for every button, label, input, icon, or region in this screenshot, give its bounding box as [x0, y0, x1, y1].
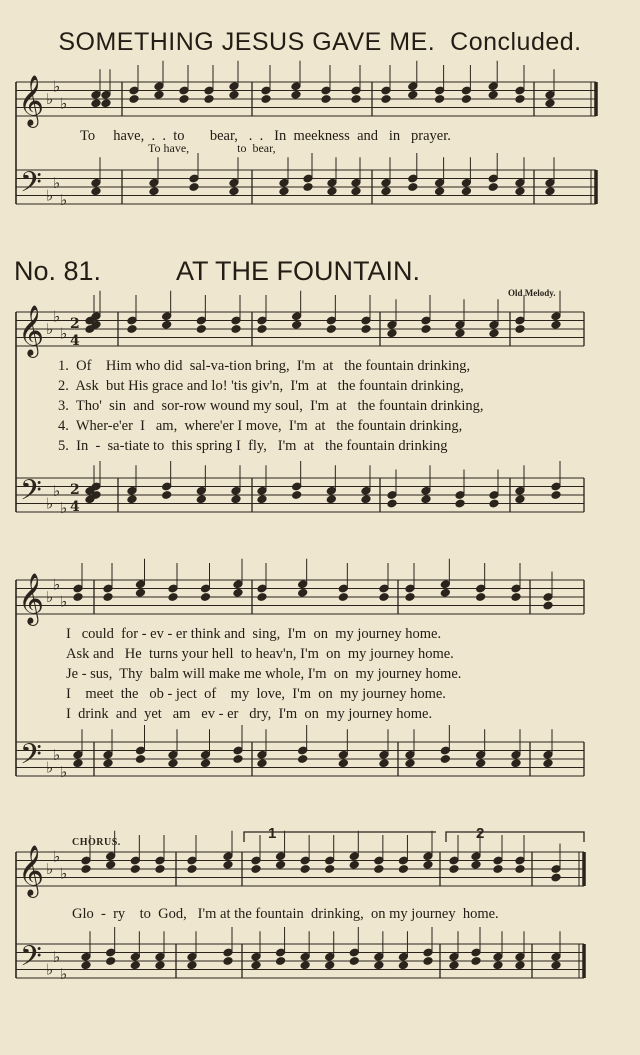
- note-head: [515, 325, 525, 334]
- note-head: [449, 865, 459, 874]
- note-head: [168, 593, 178, 602]
- note-head: [551, 873, 561, 882]
- note-head: [398, 865, 408, 874]
- note-head: [101, 99, 111, 108]
- note-head: [298, 755, 308, 764]
- note-head: [200, 593, 210, 602]
- top-title-suffix: Concluded.: [450, 28, 582, 56]
- time-signature: 4: [70, 499, 80, 515]
- flat-icon: ♭: [53, 77, 61, 96]
- note-head: [149, 187, 159, 196]
- bass-clef-icon: 𝄢: [20, 166, 42, 206]
- verse-line: 3. Tho' sin and sor-row wound my soul, I'm at the fountain drinking,: [58, 398, 484, 414]
- note-head: [251, 961, 261, 970]
- note-head: [200, 759, 210, 768]
- note-head: [303, 183, 313, 192]
- note-head: [91, 187, 101, 196]
- note-head: [326, 495, 336, 504]
- note-head: [515, 187, 525, 196]
- note-head: [291, 90, 301, 99]
- flat-icon: ♭: [46, 588, 54, 606]
- note-head: [435, 187, 445, 196]
- verse-line: I could for - ev - er think and sing, I'm on my journey home.: [66, 626, 442, 642]
- treble-clef-icon: 𝄞: [18, 75, 45, 126]
- verse-line: I meet the ob - ject of my love, I'm on my journey home.: [66, 686, 446, 702]
- verse-line: 5. In - sa-tiate to this spring I fly, I'm at the fountain drinking: [58, 438, 448, 454]
- note-head: [351, 187, 361, 196]
- note-head: [257, 325, 267, 334]
- note-head: [231, 495, 241, 504]
- note-head: [229, 90, 239, 99]
- flat-icon: ♭: [60, 190, 68, 209]
- flat-icon: ♭: [60, 324, 68, 343]
- note-head: [461, 95, 471, 104]
- note-head: [292, 491, 302, 500]
- flat-icon: ♭: [53, 745, 61, 764]
- flat-icon: ♭: [46, 90, 54, 108]
- note-head: [421, 495, 431, 504]
- note-head: [543, 759, 553, 768]
- note-head: [435, 95, 445, 104]
- note-head: [257, 495, 267, 504]
- note-head: [543, 601, 553, 610]
- verse-line: 1. Of Him who did sal-va-tion bring, I'm at the fountain drinking,: [58, 358, 471, 374]
- note-head: [379, 759, 389, 768]
- verse-line: Je - sus, Thy balm will make me whole, I'm on my journey home.: [66, 666, 462, 682]
- note-head: [196, 495, 206, 504]
- note-head: [155, 961, 165, 970]
- note-head: [405, 593, 415, 602]
- note-head: [73, 759, 83, 768]
- flat-icon: ♭: [53, 947, 61, 966]
- flat-icon: ♭: [53, 173, 61, 192]
- note-head: [223, 860, 233, 869]
- note-head: [476, 759, 486, 768]
- note-head: [461, 187, 471, 196]
- note-head: [338, 593, 348, 602]
- note-head: [515, 865, 525, 874]
- note-head: [129, 95, 139, 104]
- note-head: [162, 491, 172, 500]
- note-head: [155, 865, 165, 874]
- hymn-title: AT THE FOUNTAIN.: [176, 256, 421, 286]
- note-head: [421, 325, 431, 334]
- note-head: [374, 865, 384, 874]
- note-head: [196, 325, 206, 334]
- note-head: [204, 95, 214, 104]
- note-head: [551, 961, 561, 970]
- note-head: [91, 99, 101, 108]
- second-ending-bracket: [446, 832, 584, 842]
- note-head: [361, 325, 371, 334]
- note-head: [168, 759, 178, 768]
- time-signature: 2: [70, 316, 80, 332]
- verse-line: I drink and yet am ev - er dry, I'm on my journey home.: [66, 706, 433, 722]
- note-head: [405, 759, 415, 768]
- note-head: [488, 90, 498, 99]
- hymn-number: No. 81.: [14, 256, 102, 286]
- note-head: [127, 325, 137, 334]
- note-head: [551, 320, 561, 329]
- verse-line: 4. Wher-e'er I am, where'er I move, I'm at the fountain drinking,: [58, 418, 463, 434]
- flat-icon: ♭: [46, 494, 54, 513]
- note-head: [154, 90, 164, 99]
- note-head: [292, 320, 302, 329]
- flat-icon: ♭: [46, 960, 54, 979]
- first-ending-number: 1: [268, 825, 277, 842]
- flat-icon: ♭: [60, 762, 68, 781]
- note-head: [81, 961, 91, 970]
- note-head: [423, 957, 433, 966]
- bass-clef-icon: 𝄢: [20, 940, 42, 980]
- note-head: [325, 961, 335, 970]
- note-head: [257, 759, 267, 768]
- note-head: [493, 865, 503, 874]
- note-head: [351, 95, 361, 104]
- flat-icon: ♭: [46, 758, 54, 777]
- chorus-lyric: Glo - ry to God, I'm at the fountain drinking, on my journey home.: [72, 906, 499, 922]
- top-title-main: SOMETHING JESUS GAVE ME.: [58, 28, 436, 56]
- note-head: [440, 588, 450, 597]
- note-head: [381, 187, 391, 196]
- note-head: [449, 961, 459, 970]
- note-head: [381, 95, 391, 104]
- note-head: [551, 491, 561, 500]
- chorus-label: CHORUS.: [72, 837, 121, 848]
- note-head: [471, 957, 481, 966]
- note-head: [511, 593, 521, 602]
- note-head: [276, 860, 286, 869]
- note-head: [135, 588, 145, 597]
- note-head: [488, 183, 498, 192]
- note-head: [130, 865, 140, 874]
- verse-line: 2. Ask but His grace and lo! 'tis giv'n, I'm at the fountain drinking,: [58, 378, 464, 394]
- note-head: [257, 593, 267, 602]
- note-head: [300, 865, 310, 874]
- note-head: [440, 755, 450, 764]
- note-head: [103, 593, 113, 602]
- note-head: [515, 961, 525, 970]
- note-head: [349, 957, 359, 966]
- flat-icon: ♭: [60, 498, 68, 517]
- bass-clef-icon: 𝄢: [20, 474, 42, 514]
- time-signature: 2: [70, 482, 80, 498]
- note-head: [130, 961, 140, 970]
- note-head: [471, 860, 481, 869]
- note-head: [179, 95, 189, 104]
- note-head: [300, 961, 310, 970]
- treble-clef-icon: 𝄞: [18, 305, 45, 356]
- note-head: [387, 499, 397, 508]
- note-head: [545, 187, 555, 196]
- note-head: [261, 95, 271, 104]
- note-head: [162, 320, 172, 329]
- top-lyric-line: To have, . . to bear, . . In meekness and in prayer.: [80, 128, 451, 144]
- note-head: [408, 183, 418, 192]
- note-head: [423, 860, 433, 869]
- note-head: [187, 961, 197, 970]
- flat-icon: ♭: [60, 94, 68, 113]
- note-head: [189, 183, 199, 192]
- flat-icon: ♭: [46, 186, 54, 205]
- note-head: [545, 99, 555, 108]
- hymn-source: Old Melody.: [508, 288, 556, 298]
- verse-line: Ask and He turns your hell to heav'n, I'm on my journey home.: [66, 646, 454, 662]
- flat-icon: ♭: [46, 860, 54, 878]
- time-signature: 4: [70, 333, 80, 349]
- flat-icon: ♭: [53, 481, 61, 500]
- flat-icon: ♭: [53, 575, 61, 594]
- note-head: [229, 187, 239, 196]
- flat-icon: ♭: [53, 307, 61, 326]
- treble-clef-icon: 𝄞: [18, 573, 45, 624]
- note-head: [515, 95, 525, 104]
- note-head: [279, 187, 289, 196]
- note-head: [276, 957, 286, 966]
- note-head: [231, 325, 241, 334]
- note-head: [321, 95, 331, 104]
- note-head: [326, 325, 336, 334]
- note-head: [493, 961, 503, 970]
- note-head: [103, 759, 113, 768]
- note-head: [515, 495, 525, 504]
- note-head: [233, 755, 243, 764]
- note-head: [127, 495, 137, 504]
- flat-icon: ♭: [60, 592, 68, 611]
- note-head: [511, 759, 521, 768]
- note-head: [327, 187, 337, 196]
- flat-icon: ♭: [46, 320, 54, 338]
- treble-clef-icon: 𝄞: [18, 845, 45, 896]
- note-head: [251, 865, 261, 874]
- note-head: [81, 865, 91, 874]
- note-head: [455, 329, 465, 338]
- note-head: [338, 759, 348, 768]
- note-head: [73, 593, 83, 602]
- note-head: [361, 495, 371, 504]
- note-head: [135, 755, 145, 764]
- note-head: [398, 961, 408, 970]
- note-head: [476, 593, 486, 602]
- note-head: [233, 588, 243, 597]
- note-head: [489, 329, 499, 338]
- note-head: [106, 957, 116, 966]
- note-head: [379, 593, 389, 602]
- top-lyric-line-alt: To have, to bear,: [148, 141, 276, 155]
- note-head: [349, 860, 359, 869]
- note-head: [298, 588, 308, 597]
- note-head: [106, 860, 116, 869]
- note-head: [223, 957, 233, 966]
- note-head: [489, 499, 499, 508]
- note-head: [387, 329, 397, 338]
- note-head: [374, 961, 384, 970]
- flat-icon: ♭: [60, 864, 68, 883]
- second-ending-number: 2: [476, 825, 485, 842]
- flat-icon: ♭: [53, 847, 61, 866]
- note-head: [455, 499, 465, 508]
- note-head: [187, 865, 197, 874]
- note-head: [408, 90, 418, 99]
- bass-clef-icon: 𝄢: [20, 738, 42, 778]
- note-head: [325, 865, 335, 874]
- flat-icon: ♭: [60, 964, 68, 983]
